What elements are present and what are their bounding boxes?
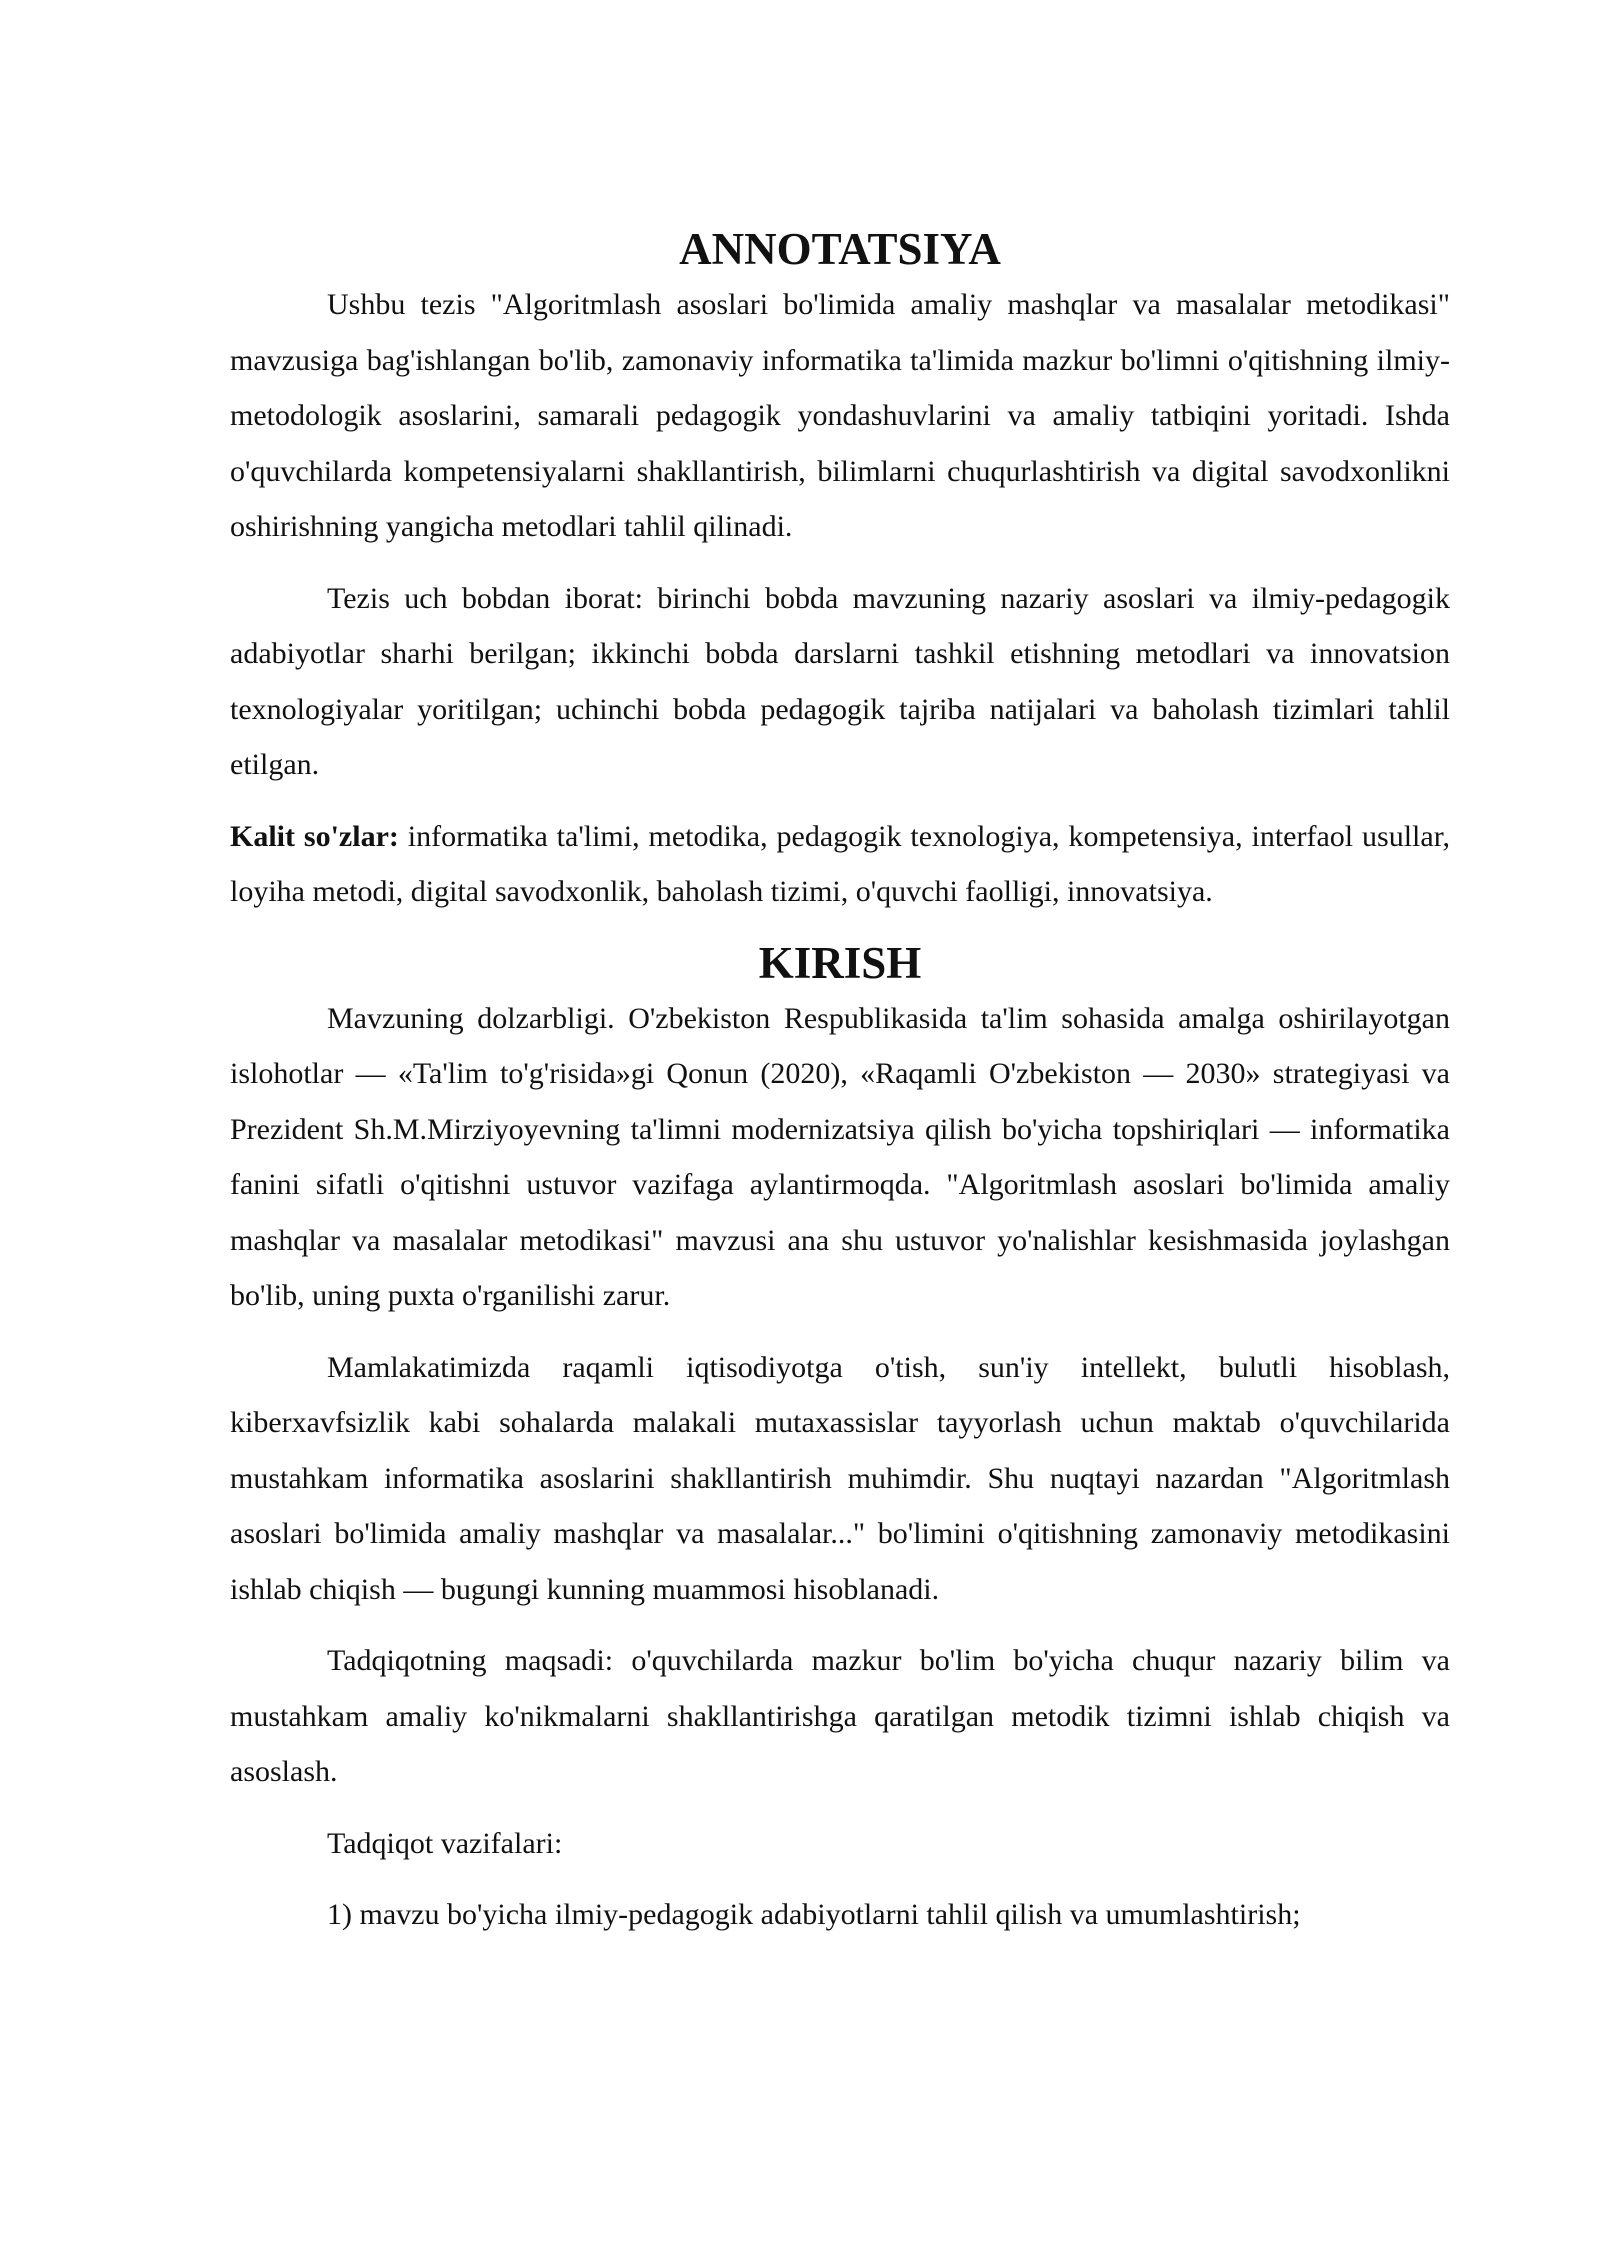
- kirish-paragraph-4: Tadqiqot vazifalari:: [327, 1826, 563, 1860]
- kirish-paragraph-1: Mavzuning dolzarbligi. O'zbekiston Respublikasida ta'lim sohasida amalga oshirilayotgan islohotlar — «Ta'lim to'g'risida»gi Qonun (2020), «Raqamli O'zbekiston — 2030» strategiyasi va Prezident Sh.M.Mirziyoyevning ta'limni modernizatsiya qilish bo'yicha topshiriqlari — informatika fanini sifatli o'qitishni ustuvor vazifaga aylantirmoqda. "Algoritmlash asoslari bo'limida amaliy mashqlar va masalalar metodikasi" mavzusi ana shu ustuvor yo'nalishlar kesishmasida joylashgan bo'lib, uning puxta o'rganilishi zarur.: [230, 1001, 1450, 1312]
- keywords-paragraph: [230, 809, 1450, 920]
- kirish-list-item-1: 1) mavzu bo'yicha ilmiy-pedagogik adabiyotlarni tahlil qilish va umumlashtirish;: [327, 1898, 1301, 1931]
- keywords-text: informatika ta'limi, metodika, pedagogik texnologiya, kompetensiya, interfaol usullar, loyiha metodi, digital savodxonlik, baholash tizimi, o'quvchi faolligi, innovatsiya.: [230, 819, 1450, 908]
- kirish-paragraph-3: Tadqiqotning maqsadi: o'quvchilarda mazkur bo'lim bo'yicha chuqur nazariy bilim va mustahkam amaliy ko'nikmalarni shakllantirishga qaratilgan metodik tizimni ishlab chiqish va asoslash.: [230, 1644, 1450, 1788]
- document-page: [230, 222, 1450, 1943]
- annotatsiya-heading: ANNOTATSIYA: [679, 224, 1001, 274]
- kirish-paragraph-2: Mamlakatimizda raqamli iqtisodiyotga o'tish, sun'iy intellekt, bulutli hisoblash, kiberxavfsizlik kabi sohalarda malakali mutaxassislar tayyorlash uchun maktab o'quvchilarida mustahkam informatika asoslarini shakllantirish muhimdir. Shu nuqtayi nazardan "Algoritmlash asoslari bo'limida amaliy mashqlar va masalalar..." bo'limini o'qitishning zamonaviy metodikasini ishlab chiqish — bugungi kunning muammosi hisoblanadi.: [230, 1350, 1450, 1606]
- annotatsiya-paragraph-1: Ushbu tezis "Algoritmlash asoslari bo'limida amaliy mashqlar va masalalar metodikasi" mavzusiga bag'ishlangan bo'lib, zamonaviy informatika ta'limida mazkur bo'limni o'qitishning ilmiy-metodologik asoslarini, samarali pedagogik yondashuvlarini va amaliy tatbiqini yoritadi. Ishda o'quvchilarda kompetensiyalarni shakllantirish, bilimlarni chuqurlashtirish va digital savodxonlikni oshirishning yangicha metodlari tahlil qilinadi.: [230, 288, 1450, 543]
- keywords-label: Kalit so'zlar:: [230, 819, 399, 853]
- annotatsiya-paragraph-2: Tezis uch bobdan iborat: birinchi bobda mavzuning nazariy asoslari va ilmiy-pedagogik adabiyotlar sharhi berilgan; ikkinchi bobda darslarni tashkil etishning metodlari va innovatsion texnologiyalar yoritilgan; uchinchi bobda pedagogik tajriba natijalari va baholash tizimlari tahlil etilgan.: [230, 581, 1450, 781]
- kirish-heading: KIRISH: [758, 937, 922, 988]
